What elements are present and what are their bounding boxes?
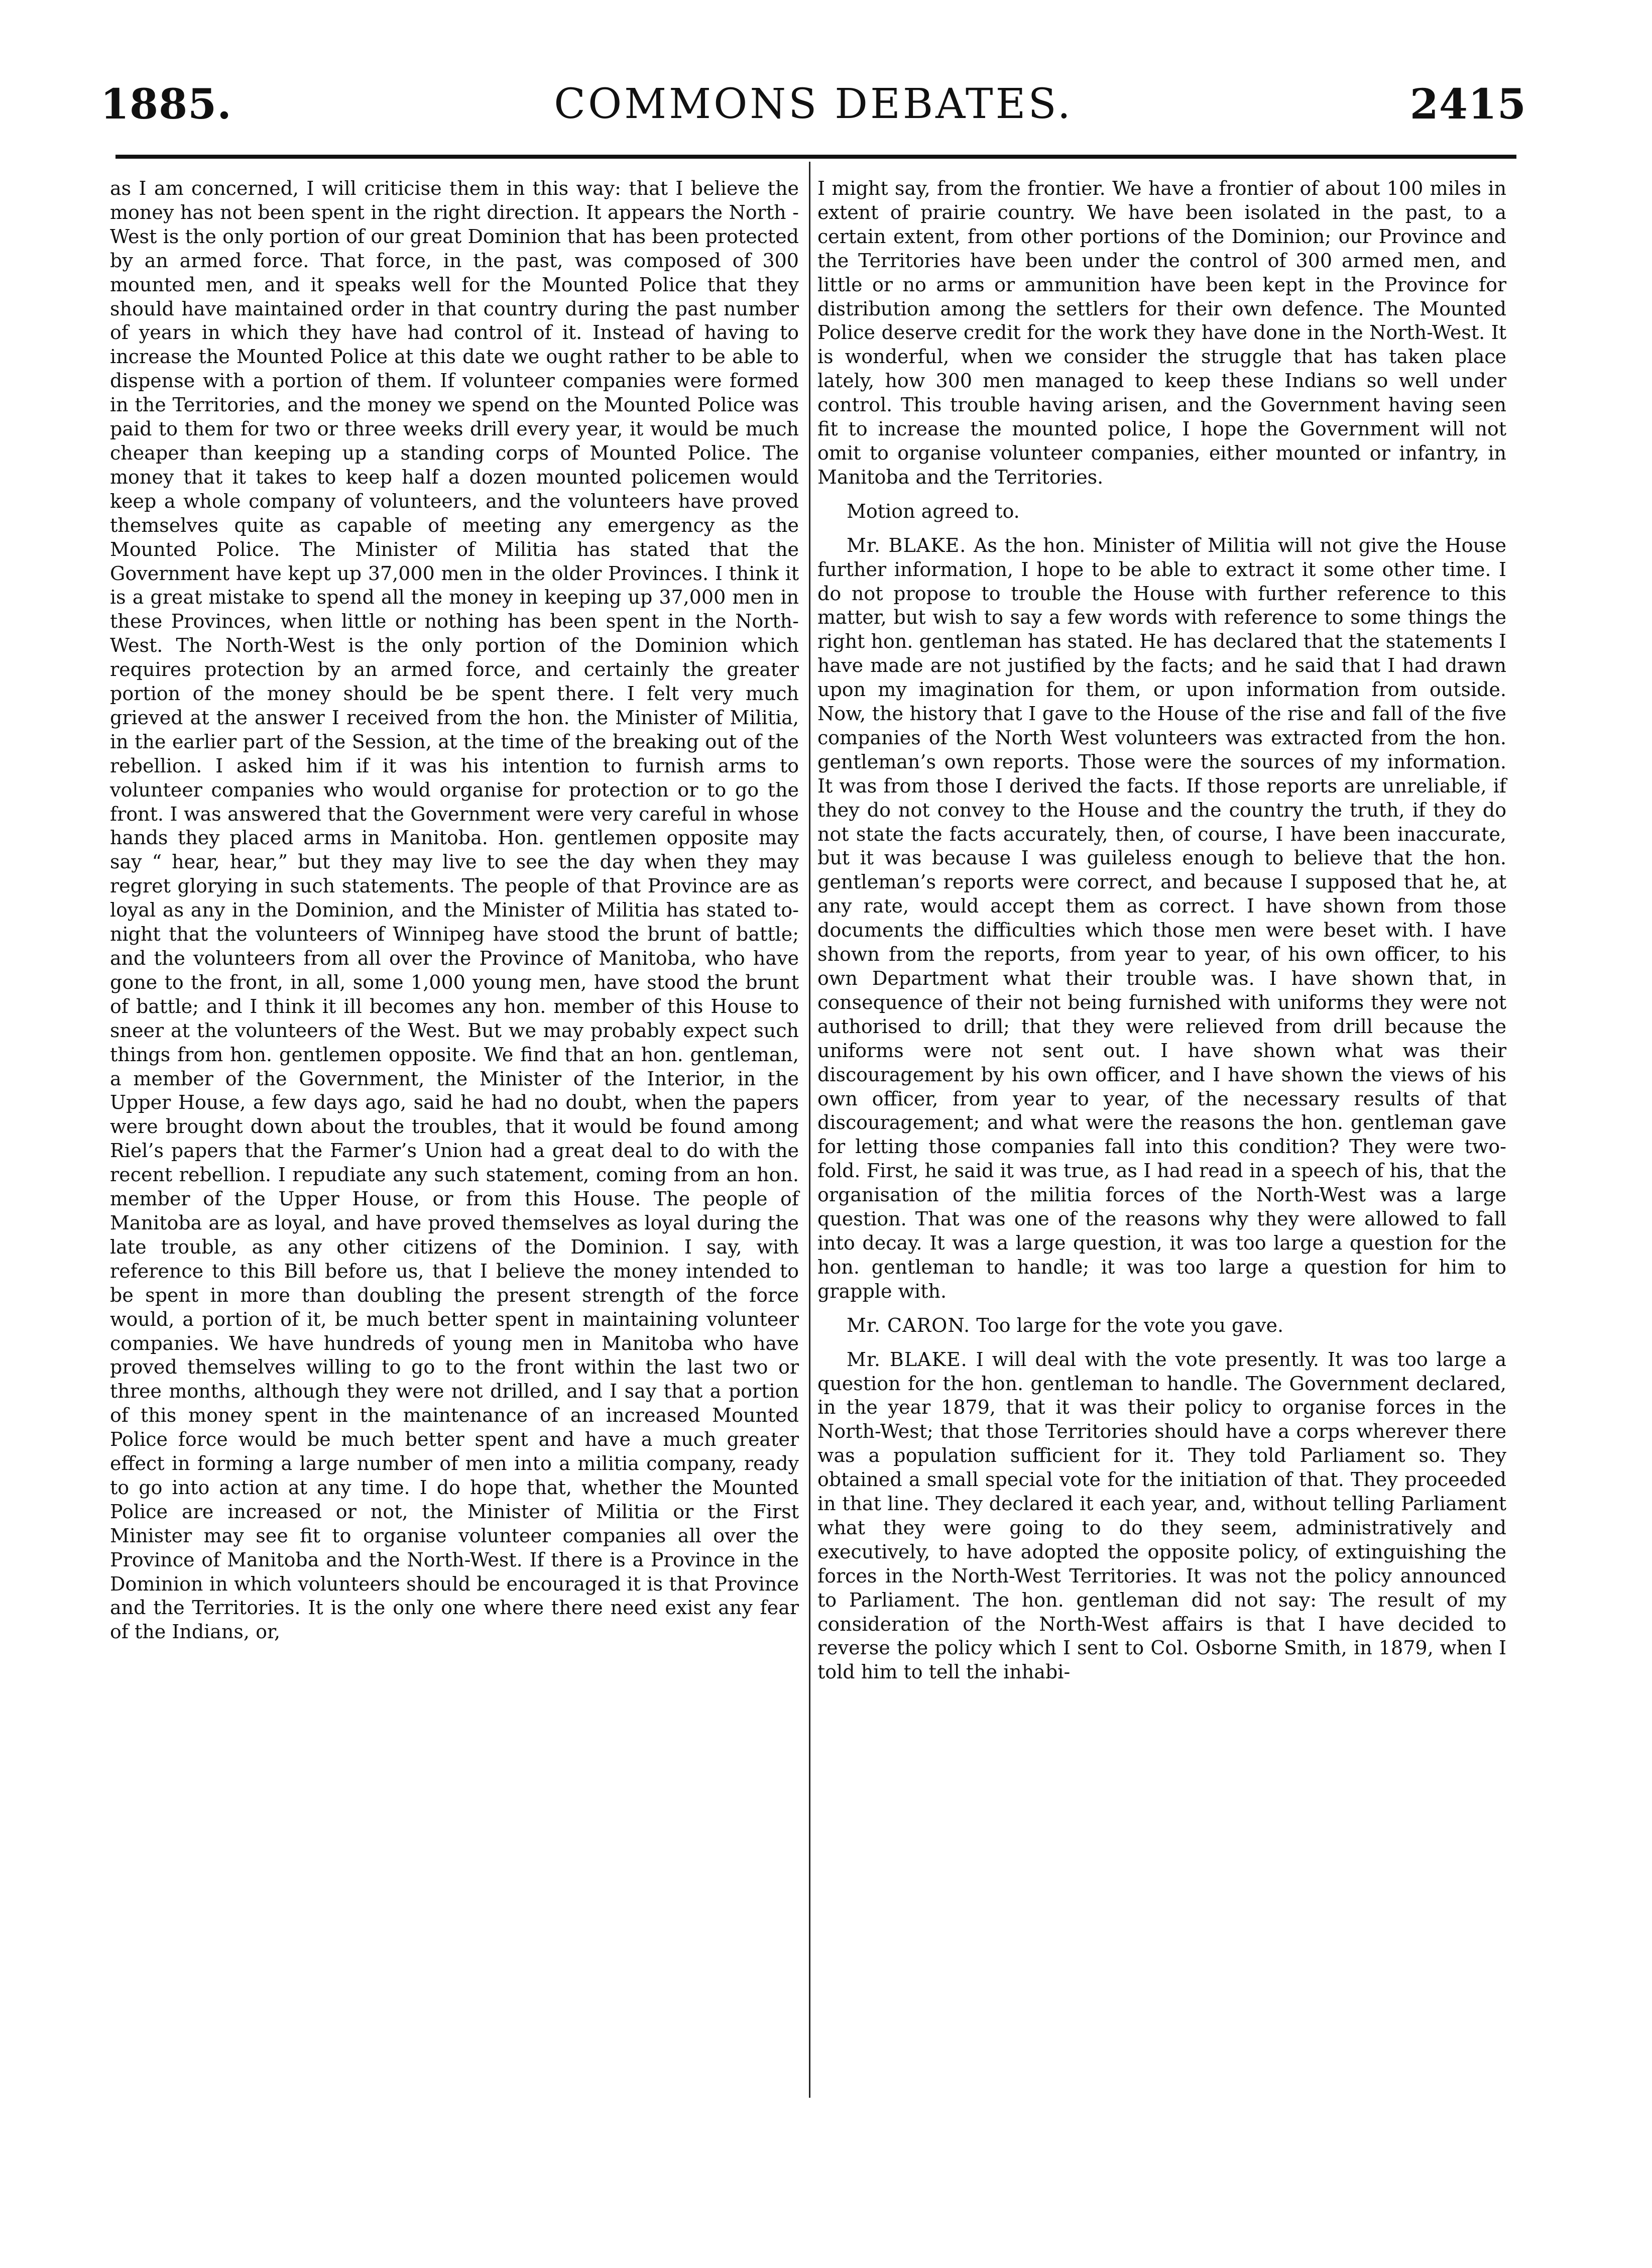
continuation-paragraph: I might say, from the frontier. We have a frontier of about 100 miles in extent of prairie country. We have been isolated in the past, to a certain extent, from other portions of the Dominion; our Province and the Territories have been under the control of 300 armed men, and little or no arms or ammunition have been kept in the Province for distribution among the settlers for their own defence. The Mounted Police deserve credit for the work they have done in the North-West. It is wonderful, when we consider the struggle that has taken place lately, how 300 men managed to keep these Indians so well under control. This trouble having arisen, and the Government having seen fit to increase the mounted police, I hope the Government will not omit to organise volunteer companies, either mounted or infantry, in Manitoba and the Territories.: [817, 177, 1506, 488]
left-column: [110, 177, 799, 1644]
column-divider: [809, 162, 810, 2098]
header-page-number: 2415: [1409, 80, 1526, 129]
header-year: 1885.: [100, 80, 232, 129]
left-column-paragraph: as I am concerned, I will criticise them in this way: that I believe the money has not been spent in the right direction. It appears the North - West is the only portion of our great Dominion that has been protected by an armed force. That force, in the past, was composed of 300 mounted men, and it speaks well for the Mounted Police that they should have maintained order in that country during the past number of years in which they have had control of it. Instead of having to increase the Mounted Police at this date we ought rather to be able to dispense with a portion of them. If volunteer companies were formed in the Territories, and the money we spend on the Mounted Police was paid to them for two or three weeks drill every year, it would be much cheaper than keeping up a standing corps of Mounted Police. The money that it takes to keep half a dozen mounted policemen would keep a whole company of volunteers, and the volunteers have proved themselves quite as capable of meeting any emergency as the Mounted Police. The Minister of Militia has stated that the Government have kept up 37,000 men in the older Provinces. I think it is a great mistake to spend all the money in keeping up 37,000 men in these Provinces, when little or nothing has been spent in the North-West. The North-West is the only portion of the Dominion which requires protection by an armed force, and certainly the greater portion of the money should be be spent there. I felt very much grieved at the answer I received from the hon. the Minister of Militia, in the earlier part of the Session, at the time of the breaking out of the rebellion. I asked him if it was his intention to furnish arms to volunteer companies who would organise for protection or to go the front. I was answered that the Government were very careful in whose hands they placed arms in Manitoba. Hon. gentlemen opposite may say “ hear, hear,” but they may live to see the day when they may regret glorying in such statements. The people of that Province are as loyal as any in the Dominion, and the Minister of Militia has stated to-night that the volunteers of Winnipeg have stood the brunt of battle; and the volunteers from all over the Province of Manitoba, who have gone to the front, in all, some 1,000 young men, have stood the brunt of battle; and I think it ill becomes any hon. member of this House to sneer at the volunteers of the West. But we may probably expect such things from hon. gentlemen opposite. We find that an hon. gentleman, a member of the Government, the Minister of the Interior, in the Upper House, a few days ago, said he had no doubt, when the papers were brought down about the troubles, that it would be found among Riel’s papers that the Farmer’s Union had a great deal to do with the recent rebellion. I repudiate any such statement, coming from an hon. member of the Upper House, or from this House. The people of Manitoba are as loyal, and have proved themselves as loyal during the late trouble, as any other citizens of the Dominion. I say, with reference to this Bill before us, that I believe the money intended to be spent in more than doubling the present strength of the force would, a portion of it, be much better spent in maintaining volunteer companies. We have hundreds of young men in Manitoba who have proved themselves willing to go to the front within the last two or three months, although they were not drilled, and I say that a portion of this money spent in the maintenance of an increased Mounted Police force would be much better spent and have a much greater effect in forming a large number of men into a militia company, ready to go into action at any time. I do hope that, whether the Mounted Police are increased or not, the Minister of Militia or the First Minister may see fit to organise volunteer companies all over the Province of Manitoba and the North-West. If there is a Province in the Dominion in which volunteers should be encouraged it is that Province and the Territories. It is the only one where there need exist any fear of the Indians, or,: [110, 177, 799, 1643]
speaker-name: Mr. CARON.: [847, 1314, 971, 1336]
speaker-name: Mr. BLAKE.: [847, 1348, 968, 1371]
speech-text: I will deal with the vote presently. It was too large a question for the hon. gentleman to handle. The Government declared, in the year 1879, that it was their policy to organise forces in the North-West; that those Territories should have a corps wherever there was a population sufficient for it. They told Parliament so. They obtained a small special vote for the initiation of that. They proceeded in that line. They declared it each year, and, without telling Parliament what they were going to do they seem, administratively and executively, to have adopted the opposite policy, of extinguishing the forces in the North-West Territories. It was not the policy announced to Parliament. The hon. gentleman did not say: The result of my consideration of the North-West affairs is that I have decided to reverse the policy which I sent to Col. Osborne Smith, in 1879, when I told him to tell the inhabi-: [817, 1348, 1506, 1683]
speech-blake-2: [817, 1348, 1506, 1685]
speech-blake-1: [817, 534, 1506, 1304]
page-header: [100, 80, 1526, 151]
header-rule: [115, 155, 1516, 159]
speech-text: Too large for the vote you gave.: [976, 1314, 1284, 1336]
motion-line: Motion agreed to.: [847, 500, 1020, 522]
speaker-name: Mr. BLAKE.: [847, 534, 967, 556]
speech-caron: [817, 1314, 1506, 1338]
header-title: COMMONS DEBATES.: [554, 80, 1073, 128]
speech-text: As the hon. Minister of Militia will not give the House further information, I hope to be able to extract it some other time. I do not propose to trouble the House with further reference to this matter, but wish to say a few words with reference to some things the right hon. gentleman has stated. He has declared that the statements I have made are not justified by the facts; and he said that I had drawn upon my imagination for them, or upon information from outside. Now, the history that I gave to the House of the rise and fall of the five companies of the North West volunteers was extracted from the hon. gentleman’s own reports. Those were the sources of my information. It was from those I derived the facts. If those reports are unreliable, if they do not convey to the House and the country the truth, if they do not state the facts accurately, then, of course, I have been inaccurate, but it was because I was guileless enough to believe that the hon. gentleman’s reports were correct, and because I supposed that he, at any rate, would accept them as correct. I have shown from those documents the difficulties which those men were beset with. I have shown from the reports, from year to year, of his own officer, to his own Department what their trouble was. I have shown that, in consequence of their not being furnished with uniforms they were not authorised to drill; that they were relieved from drill because the uniforms were not sent out. I have shown what was their discouragement by his own officer, and I have shown the views of his own officer, from year to year, of the necessary results of that discouragement; and what were the reasons the hon. gentleman gave for letting those companies fall into this condition? They were two-fold. First, he said it was true, as I had read in a speech of his, that the organisation of the militia forces of the North-West was a large question. That was one of the reasons why they were allowed to fall into decay. It was a large question, it was too large a question for the hon. gentleman to handle; it was too large a question for him to grapple with.: [817, 534, 1506, 1302]
right-column: [817, 177, 1506, 1684]
